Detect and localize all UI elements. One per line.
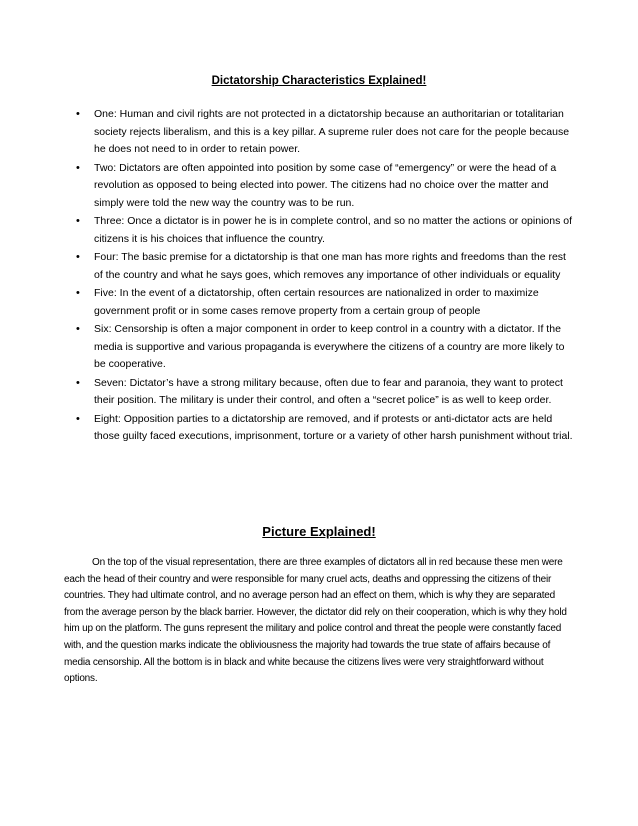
list-item: • Three: Once a dictator is in power he is in complete control, and so no matter the actions or opinions of citizens it is his choices that influence the country.	[94, 213, 574, 248]
list-item: • Eight: Opposition parties to a dictatorship are removed, and if protests or anti-dictator acts are held those guilty faced executions, imprisonment, torture or a variety of other harsh punishment without trial.	[94, 411, 574, 446]
document-title: Dictatorship Characteristics Explained!	[211, 75, 427, 87]
list-item: • Five: In the event of a dictatorship, often certain resources are nationalized in order to maximize government profit or in some cases remove property from a certain group of people	[94, 285, 574, 320]
list-item: • Six: Censorship is often a major component in order to keep control in a country with a dictator. If the media is supportive and various propaganda is everywhere the citizens of a country are more likely to be cooperative.	[94, 321, 574, 374]
body-paragraph: On the top of the visual representation, there are three examples of dictators all in red because these men were each the head of their country and were responsible for many cruel acts, deaths and oppressing the citizens of their countries. They had ultimate control, and no average person had an effect on them, which is why they are separated from the average person by the black barrier. However, the dictator did rely on their cooperation, which is why they hold him up on the platform. The guns represent the military and police control and threat the people were constantly faced with, and the question marks indicate the obliviousness the majority had towards the true state of affairs because of media censorship. All the bottom is in black and white because the citizens lives were very straightforward without options.	[64, 557, 567, 685]
list-item: • Four: The basic premise for a dictatorship is that one man has more rights and freedoms than the rest of the country and what he says goes, which removes any importance of other individuals or equality	[94, 249, 574, 284]
section-heading: Picture Explained!	[262, 524, 376, 539]
characteristics-list	[94, 106, 574, 447]
list-item: • Two: Dictators are often appointed into position by some case of “emergency” or were the head of a revolution as opposed to being elected into power. The citizens had no choice over the matter and simply were told the new way the country was to be run.	[94, 160, 574, 213]
list-item: • One: Human and civil rights are not protected in a dictatorship because an authoritarian or totalitarian society rejects liberalism, and this is a key pillar. A supreme ruler does not care for the people because he does not need to in order to retain power.	[94, 106, 574, 159]
list-item: • Seven: Dictator’s have a strong military because, often due to fear and paranoia, they want to protect their position. The military is under their control, and often a “secret police” is as well to keep order.	[94, 375, 574, 410]
